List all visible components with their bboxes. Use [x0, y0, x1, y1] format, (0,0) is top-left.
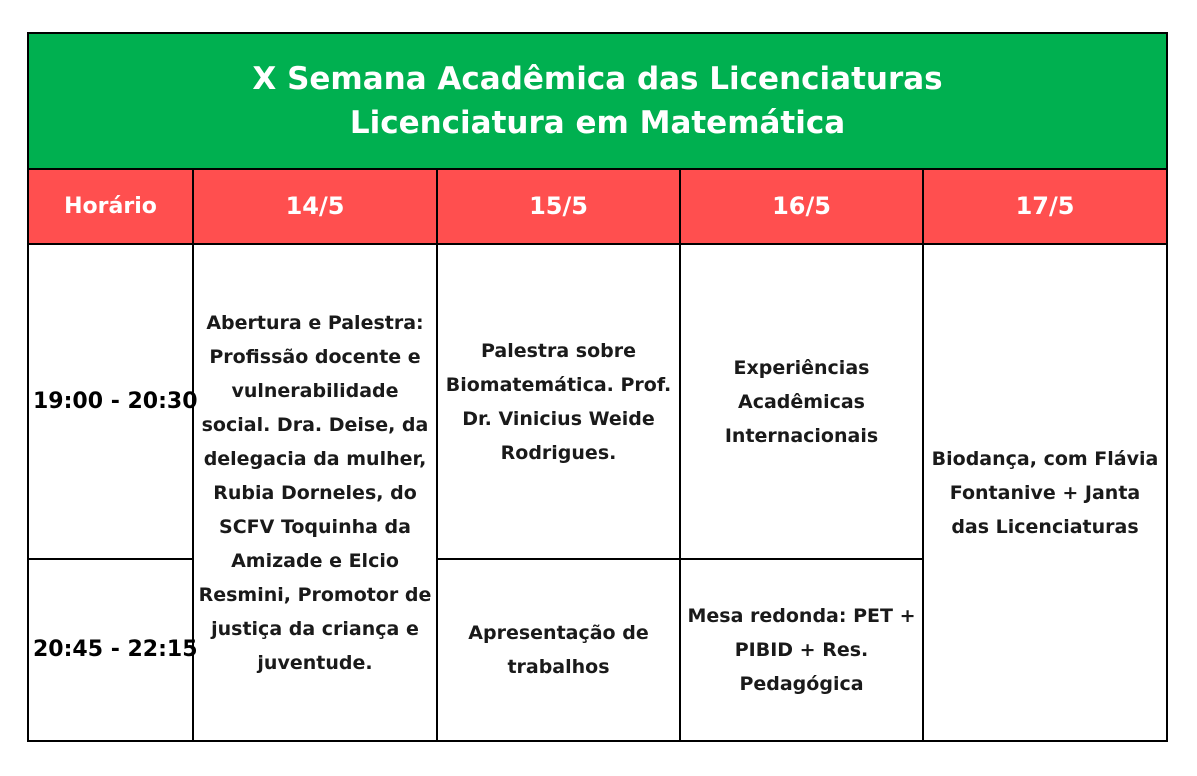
header-day-3: 16/5 [680, 169, 923, 244]
schedule-title [28, 33, 1167, 169]
header-day-1: 14/5 [193, 169, 437, 244]
event-day3-slot1: Experiências Acadêmicas Internacionais [680, 244, 923, 559]
title-line-2: Licenciatura em Matemática [349, 104, 846, 141]
schedule-table [27, 32, 1168, 742]
time-slot-1: 19:00 - 20:30 [28, 244, 193, 559]
event-day2-slot1: Palestra sobre Biomatemática. Prof. Dr. Vinicius Weide Rodrigues. [437, 244, 680, 559]
header-time-label: Horário [28, 169, 193, 244]
event-day1-opening: Abertura e Palestra: Profissão docente e vulnerabilidade social. Dra. Deise, da delegacia da mulher, Rubia Dorneles, do SCFV Toquinha da Amizade e Elcio Resmini, Promotor de justiça da criança e juventude. [193, 244, 437, 741]
time-slot-2: 20:45 - 22:15 [28, 559, 193, 741]
header-day-2: 15/5 [437, 169, 680, 244]
event-day3-slot2: Mesa redonda: PET + PIBID + Res. Pedagógica [680, 559, 923, 741]
header-day-4: 17/5 [923, 169, 1167, 244]
title-line-1: X Semana Acadêmica das Licenciaturas [252, 60, 943, 97]
event-day4: Biodança, com Flávia Fontanive + Janta das Licenciaturas [923, 244, 1167, 741]
event-day2-slot2: Apresentação de trabalhos [437, 559, 680, 741]
